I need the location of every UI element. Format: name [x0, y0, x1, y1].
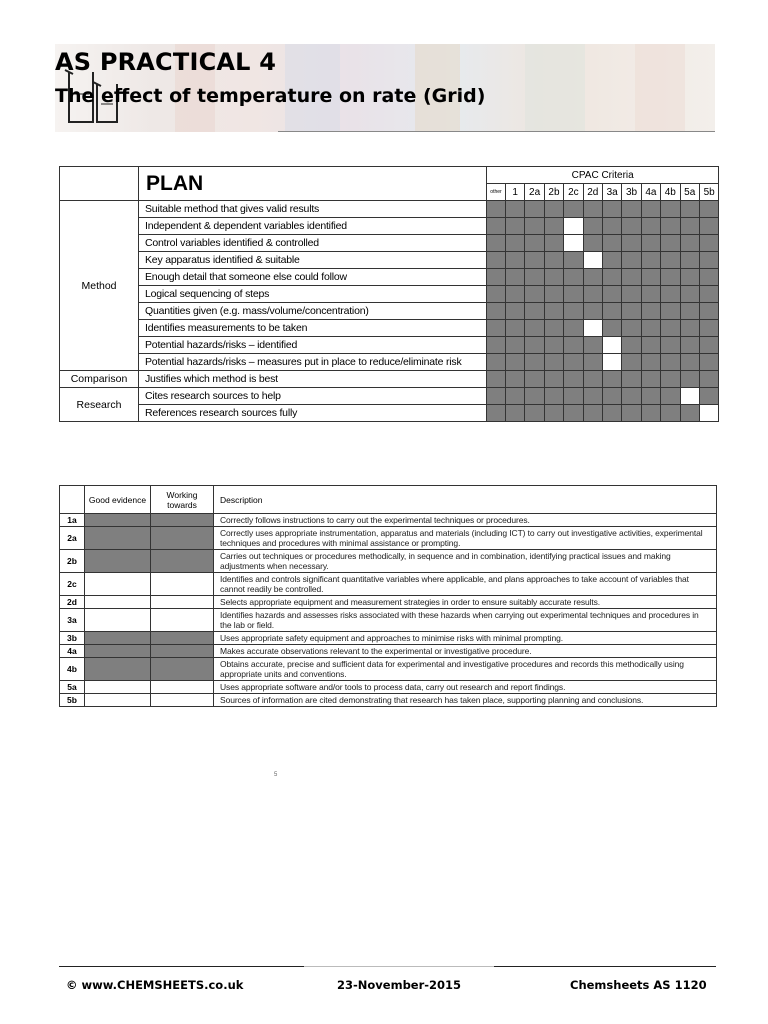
- criteria-tick-cell[interactable]: [564, 218, 583, 235]
- criteria-shaded-cell: [525, 286, 544, 303]
- description-text: Correctly uses appropriate instrumentation, apparatus and materials (including ICT) to carry out investigative activities, experimental techniques and procedures with minimal assistance or prompting.: [214, 527, 717, 550]
- description-row: [60, 550, 717, 573]
- criteria-shaded-cell: [487, 320, 506, 337]
- good-evidence-cell: [85, 550, 151, 573]
- good-evidence-cell: [85, 645, 151, 658]
- criteria-shaded-cell: [680, 201, 699, 218]
- criteria-shaded-cell: [583, 303, 602, 320]
- criteria-shaded-cell: [622, 371, 641, 388]
- description-row: [60, 632, 717, 645]
- criteria-shaded-cell: [583, 269, 602, 286]
- criteria-text: Independent & dependent variables identified: [139, 218, 487, 235]
- criteria-shaded-cell: [487, 388, 506, 405]
- footer-divider-mid: [304, 966, 494, 967]
- criteria-shaded-cell: [622, 235, 641, 252]
- criteria-shaded-cell: [699, 235, 718, 252]
- criteria-shaded-cell: [583, 201, 602, 218]
- criteria-shaded-cell: [680, 235, 699, 252]
- description-code: 2a: [60, 527, 85, 550]
- working-towards-cell: [151, 632, 214, 645]
- description-row: [60, 694, 717, 707]
- criteria-group-label: Method: [60, 201, 139, 371]
- criteria-shaded-cell: [680, 286, 699, 303]
- description-header: Description: [214, 486, 717, 514]
- cpac-code-header: 2b: [544, 184, 563, 201]
- criteria-shaded-cell: [602, 320, 621, 337]
- criteria-shaded-cell: [487, 269, 506, 286]
- criteria-shaded-cell: [602, 235, 621, 252]
- criteria-shaded-cell: [641, 201, 660, 218]
- criteria-shaded-cell: [641, 388, 660, 405]
- criteria-shaded-cell: [525, 235, 544, 252]
- description-text: Uses appropriate software and/or tools to process data, carry out research and report findings.: [214, 681, 717, 694]
- criteria-shaded-cell: [699, 218, 718, 235]
- criteria-shaded-cell: [506, 354, 525, 371]
- criteria-shaded-cell: [641, 354, 660, 371]
- criteria-row: [60, 337, 719, 354]
- cpac-code-header: 2c: [564, 184, 583, 201]
- criteria-shaded-cell: [583, 388, 602, 405]
- criteria-shaded-cell: [564, 252, 583, 269]
- working-towards-cell[interactable]: [151, 573, 214, 596]
- criteria-shaded-cell: [699, 252, 718, 269]
- criteria-text: Identifies measurements to be taken: [139, 320, 487, 337]
- description-row: [60, 609, 717, 632]
- description-row: [60, 658, 717, 681]
- criteria-shaded-cell: [699, 201, 718, 218]
- footer-copyright: © www.CHEMSHEETS.co.uk: [66, 978, 244, 992]
- cpac-code-header: 4b: [661, 184, 680, 201]
- code-header: [60, 486, 85, 514]
- good-evidence-cell: [85, 527, 151, 550]
- criteria-shaded-cell: [487, 405, 506, 422]
- criteria-shaded-cell: [699, 303, 718, 320]
- criteria-shaded-cell: [661, 218, 680, 235]
- criteria-shaded-cell: [699, 269, 718, 286]
- criteria-text: Logical sequencing of steps: [139, 286, 487, 303]
- criteria-row: [60, 252, 719, 269]
- criteria-shaded-cell: [506, 303, 525, 320]
- criteria-text: Enough detail that someone else could follow: [139, 269, 487, 286]
- plan-heading: PLAN: [139, 167, 487, 201]
- stray-mark: 5: [274, 772, 278, 778]
- criteria-tick-cell[interactable]: [564, 235, 583, 252]
- criteria-shaded-cell: [641, 252, 660, 269]
- criteria-row: [60, 371, 719, 388]
- criteria-shaded-cell: [583, 405, 602, 422]
- criteria-shaded-cell: [487, 371, 506, 388]
- criteria-shaded-cell: [661, 235, 680, 252]
- criteria-shaded-cell: [622, 269, 641, 286]
- criteria-shaded-cell: [525, 269, 544, 286]
- criteria-row: [60, 405, 719, 422]
- description-text: Identifies and controls significant quantitative variables where applicable, and plans approaches to take account of variables that cannot readily be controlled.: [214, 573, 717, 596]
- criteria-shaded-cell: [622, 252, 641, 269]
- criteria-shaded-cell: [487, 235, 506, 252]
- criteria-shaded-cell: [622, 218, 641, 235]
- criteria-shaded-cell: [487, 354, 506, 371]
- description-text: Obtains accurate, precise and sufficient data for experimental and investigative procedures and records this methodically using appropriate units and conventions.: [214, 658, 717, 681]
- criteria-shaded-cell: [622, 320, 641, 337]
- criteria-shaded-cell: [641, 218, 660, 235]
- good-evidence-cell[interactable]: [85, 694, 151, 707]
- working-towards-cell: [151, 658, 214, 681]
- criteria-shaded-cell: [525, 405, 544, 422]
- criteria-shaded-cell: [525, 371, 544, 388]
- criteria-shaded-cell: [506, 337, 525, 354]
- criteria-text: Potential hazards/risks – identified: [139, 337, 487, 354]
- criteria-shaded-cell: [699, 320, 718, 337]
- plan-criteria-table: [59, 166, 719, 422]
- criteria-shaded-cell: [622, 388, 641, 405]
- criteria-shaded-cell: [487, 286, 506, 303]
- criteria-shaded-cell: [506, 218, 525, 235]
- cpac-criteria-heading: CPAC Criteria: [487, 167, 719, 184]
- criteria-shaded-cell: [602, 371, 621, 388]
- criteria-text: References research sources fully: [139, 405, 487, 422]
- cpac-code-header: 5b: [699, 184, 718, 201]
- criteria-shaded-cell: [680, 269, 699, 286]
- good-evidence-cell: [85, 658, 151, 681]
- criteria-shaded-cell: [680, 252, 699, 269]
- criteria-shaded-cell: [525, 303, 544, 320]
- criteria-tick-cell[interactable]: [699, 405, 718, 422]
- criteria-shaded-cell: [506, 320, 525, 337]
- criteria-shaded-cell: [506, 235, 525, 252]
- criteria-row: [60, 388, 719, 405]
- plan-corner-cell: [60, 167, 139, 201]
- page-title: AS PRACTICAL 4: [55, 48, 277, 76]
- criteria-shaded-cell: [699, 388, 718, 405]
- criteria-shaded-cell: [602, 286, 621, 303]
- criteria-shaded-cell: [622, 405, 641, 422]
- cpac-description-table: [59, 485, 717, 707]
- criteria-text: Cites research sources to help: [139, 388, 487, 405]
- criteria-shaded-cell: [661, 320, 680, 337]
- footer-reference: Chemsheets AS 1120: [570, 978, 707, 992]
- criteria-row: [60, 286, 719, 303]
- criteria-shaded-cell: [487, 201, 506, 218]
- criteria-tick-cell[interactable]: [602, 354, 621, 371]
- criteria-shaded-cell: [506, 388, 525, 405]
- criteria-shaded-cell: [564, 286, 583, 303]
- criteria-shaded-cell: [544, 286, 563, 303]
- footer-divider-left: [59, 966, 304, 967]
- criteria-shaded-cell: [661, 354, 680, 371]
- working-towards-cell[interactable]: [151, 609, 214, 632]
- criteria-row: [60, 354, 719, 371]
- criteria-shaded-cell: [525, 218, 544, 235]
- good-evidence-cell: [85, 632, 151, 645]
- criteria-shaded-cell: [583, 371, 602, 388]
- criteria-row: [60, 320, 719, 337]
- description-row: [60, 527, 717, 550]
- working-towards-header: Working towards: [151, 486, 214, 514]
- criteria-shaded-cell: [544, 269, 563, 286]
- criteria-row: [60, 269, 719, 286]
- criteria-shaded-cell: [583, 337, 602, 354]
- description-code: 2c: [60, 573, 85, 596]
- criteria-shaded-cell: [544, 388, 563, 405]
- criteria-shaded-cell: [641, 303, 660, 320]
- criteria-shaded-cell: [525, 337, 544, 354]
- description-code: 1a: [60, 514, 85, 527]
- description-text: Uses appropriate safety equipment and approaches to minimise risks with minimal prompting.: [214, 632, 717, 645]
- criteria-shaded-cell: [622, 286, 641, 303]
- description-code: 3a: [60, 609, 85, 632]
- good-evidence-cell: [85, 514, 151, 527]
- working-towards-cell: [151, 550, 214, 573]
- criteria-shaded-cell: [661, 286, 680, 303]
- description-text: Sources of information are cited demonstrating that research has taken place, supporting planning and conclusions.: [214, 694, 717, 707]
- criteria-shaded-cell: [544, 235, 563, 252]
- criteria-row: [60, 201, 719, 218]
- criteria-row: [60, 218, 719, 235]
- criteria-shaded-cell: [506, 252, 525, 269]
- cpac-code-header: 3a: [602, 184, 621, 201]
- criteria-shaded-cell: [680, 320, 699, 337]
- criteria-shaded-cell: [641, 405, 660, 422]
- header-divider: [278, 131, 715, 132]
- description-code: 3b: [60, 632, 85, 645]
- criteria-shaded-cell: [602, 252, 621, 269]
- criteria-shaded-cell: [622, 354, 641, 371]
- criteria-shaded-cell: [583, 354, 602, 371]
- criteria-shaded-cell: [641, 235, 660, 252]
- criteria-shaded-cell: [525, 354, 544, 371]
- description-text: Makes accurate observations relevant to the experimental or investigative procedure.: [214, 645, 717, 658]
- criteria-shaded-cell: [487, 303, 506, 320]
- criteria-shaded-cell: [544, 252, 563, 269]
- description-row: [60, 681, 717, 694]
- description-text: Selects appropriate equipment and measurement strategies in order to ensure suitably accurate results.: [214, 596, 717, 609]
- criteria-tick-cell[interactable]: [680, 388, 699, 405]
- criteria-shaded-cell: [622, 201, 641, 218]
- criteria-shaded-cell: [506, 201, 525, 218]
- cpac-code-header: 2d: [583, 184, 602, 201]
- working-towards-cell: [151, 514, 214, 527]
- criteria-shaded-cell: [661, 337, 680, 354]
- good-evidence-cell[interactable]: [85, 596, 151, 609]
- good-evidence-cell[interactable]: [85, 681, 151, 694]
- description-code: 2d: [60, 596, 85, 609]
- description-row: [60, 514, 717, 527]
- criteria-shaded-cell: [680, 405, 699, 422]
- cpac-code-header: 5a: [680, 184, 699, 201]
- criteria-shaded-cell: [602, 269, 621, 286]
- criteria-shaded-cell: [506, 286, 525, 303]
- working-towards-cell[interactable]: [151, 694, 214, 707]
- criteria-shaded-cell: [661, 405, 680, 422]
- criteria-shaded-cell: [641, 286, 660, 303]
- criteria-shaded-cell: [641, 320, 660, 337]
- criteria-tick-cell[interactable]: [583, 252, 602, 269]
- working-towards-cell[interactable]: [151, 681, 214, 694]
- description-code: 2b: [60, 550, 85, 573]
- description-text: Correctly follows instructions to carry out the experimental techniques or procedures.: [214, 514, 717, 527]
- criteria-shaded-cell: [622, 337, 641, 354]
- criteria-shaded-cell: [661, 201, 680, 218]
- criteria-shaded-cell: [506, 405, 525, 422]
- criteria-row: [60, 235, 719, 252]
- good-evidence-header: Good evidence: [85, 486, 151, 514]
- criteria-shaded-cell: [564, 320, 583, 337]
- criteria-shaded-cell: [525, 252, 544, 269]
- criteria-row: [60, 303, 719, 320]
- criteria-shaded-cell: [544, 218, 563, 235]
- criteria-shaded-cell: [564, 337, 583, 354]
- criteria-shaded-cell: [583, 218, 602, 235]
- criteria-shaded-cell: [487, 252, 506, 269]
- description-text: Identifies hazards and assesses risks associated with these hazards when carrying out experimental techniques and procedures in the lab or field.: [214, 609, 717, 632]
- criteria-shaded-cell: [525, 320, 544, 337]
- criteria-shaded-cell: [602, 218, 621, 235]
- criteria-shaded-cell: [564, 405, 583, 422]
- criteria-shaded-cell: [699, 371, 718, 388]
- criteria-shaded-cell: [564, 303, 583, 320]
- criteria-shaded-cell: [544, 354, 563, 371]
- criteria-shaded-cell: [544, 303, 563, 320]
- criteria-shaded-cell: [699, 286, 718, 303]
- criteria-shaded-cell: [564, 354, 583, 371]
- criteria-shaded-cell: [622, 303, 641, 320]
- criteria-shaded-cell: [602, 201, 621, 218]
- criteria-shaded-cell: [602, 303, 621, 320]
- criteria-shaded-cell: [544, 405, 563, 422]
- working-towards-cell[interactable]: [151, 596, 214, 609]
- footer-date: 23-November-2015: [337, 978, 462, 992]
- criteria-shaded-cell: [680, 354, 699, 371]
- criteria-shaded-cell: [661, 303, 680, 320]
- criteria-shaded-cell: [564, 269, 583, 286]
- description-row: [60, 596, 717, 609]
- criteria-tick-cell[interactable]: [583, 320, 602, 337]
- description-code: 4a: [60, 645, 85, 658]
- description-code: 5b: [60, 694, 85, 707]
- cpac-code-header: 3b: [622, 184, 641, 201]
- criteria-shaded-cell: [699, 354, 718, 371]
- criteria-text: Control variables identified & controlled: [139, 235, 487, 252]
- criteria-shaded-cell: [661, 269, 680, 286]
- description-code: 5a: [60, 681, 85, 694]
- criteria-shaded-cell: [641, 269, 660, 286]
- description-row: [60, 645, 717, 658]
- criteria-shaded-cell: [506, 371, 525, 388]
- criteria-shaded-cell: [641, 337, 660, 354]
- criteria-shaded-cell: [525, 201, 544, 218]
- criteria-shaded-cell: [506, 269, 525, 286]
- working-towards-cell: [151, 527, 214, 550]
- criteria-shaded-cell: [544, 320, 563, 337]
- criteria-shaded-cell: [661, 388, 680, 405]
- criteria-group-label: Comparison: [60, 371, 139, 388]
- description-text: Carries out techniques or procedures methodically, in sequence and in combination, identifying practical issues and making adjustments when necessary.: [214, 550, 717, 573]
- criteria-shaded-cell: [544, 201, 563, 218]
- criteria-shaded-cell: [661, 252, 680, 269]
- criteria-shaded-cell: [602, 405, 621, 422]
- criteria-text: Quantities given (e.g. mass/volume/concentration): [139, 303, 487, 320]
- criteria-shaded-cell: [583, 286, 602, 303]
- criteria-shaded-cell: [583, 235, 602, 252]
- cpac-code-header: 2a: [525, 184, 544, 201]
- criteria-shaded-cell: [544, 337, 563, 354]
- criteria-shaded-cell: [680, 337, 699, 354]
- description-code: 4b: [60, 658, 85, 681]
- criteria-shaded-cell: [680, 371, 699, 388]
- criteria-shaded-cell: [564, 371, 583, 388]
- criteria-tick-cell[interactable]: [602, 337, 621, 354]
- criteria-shaded-cell: [680, 303, 699, 320]
- cpac-code-header: other: [487, 184, 506, 201]
- criteria-shaded-cell: [487, 337, 506, 354]
- footer-divider-right: [494, 966, 716, 967]
- criteria-group-label: Research: [60, 388, 139, 422]
- criteria-text: Suitable method that gives valid results: [139, 201, 487, 218]
- criteria-shaded-cell: [602, 388, 621, 405]
- criteria-shaded-cell: [699, 337, 718, 354]
- criteria-text: Justifies which method is best: [139, 371, 487, 388]
- cpac-code-header: 4a: [641, 184, 660, 201]
- criteria-text: Potential hazards/risks – measures put in place to reduce/eliminate risk: [139, 354, 487, 371]
- criteria-shaded-cell: [661, 371, 680, 388]
- criteria-shaded-cell: [487, 218, 506, 235]
- working-towards-cell: [151, 645, 214, 658]
- criteria-shaded-cell: [641, 371, 660, 388]
- criteria-shaded-cell: [680, 218, 699, 235]
- criteria-shaded-cell: [544, 371, 563, 388]
- page-subtitle: The effect of temperature on rate (Grid): [55, 85, 486, 107]
- good-evidence-cell[interactable]: [85, 573, 151, 596]
- criteria-shaded-cell: [564, 388, 583, 405]
- description-row: [60, 573, 717, 596]
- criteria-shaded-cell: [525, 388, 544, 405]
- criteria-text: Key apparatus identified & suitable: [139, 252, 487, 269]
- good-evidence-cell[interactable]: [85, 609, 151, 632]
- criteria-shaded-cell: [564, 201, 583, 218]
- cpac-code-header: 1: [506, 184, 525, 201]
